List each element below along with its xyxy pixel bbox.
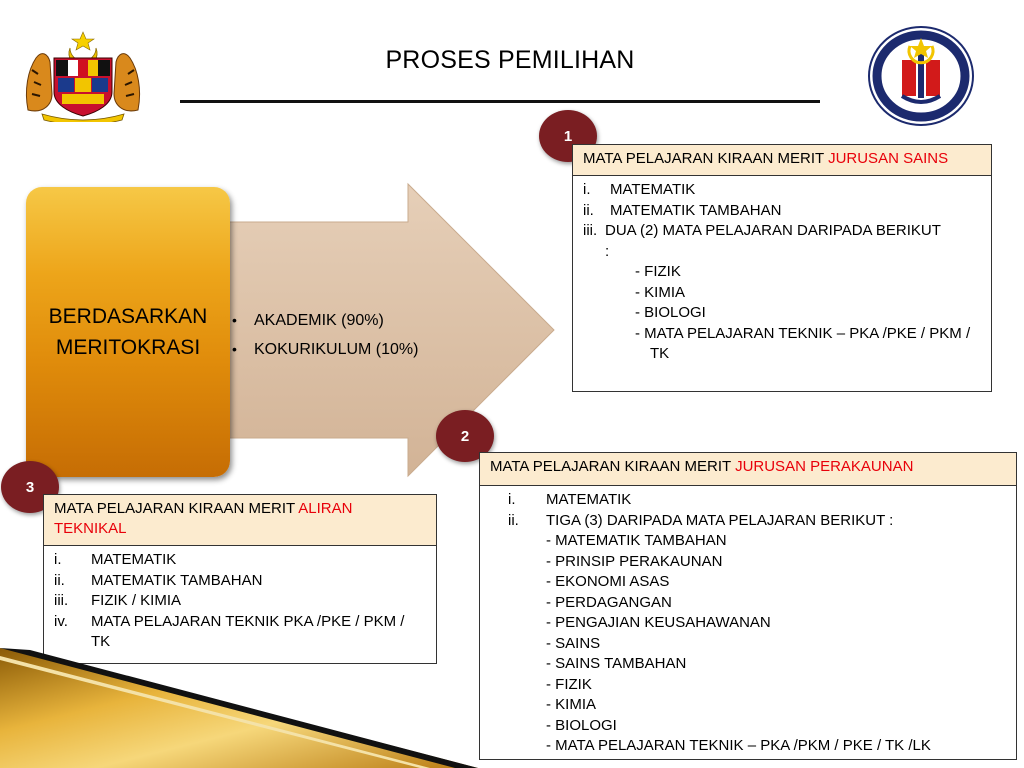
merit-line-1: BERDASARKAN bbox=[48, 305, 208, 328]
sub-list bbox=[508, 531, 1006, 757]
panel-body bbox=[573, 176, 991, 369]
panel-jurusan-perakaunan bbox=[479, 452, 1017, 760]
sub-item: - SAINS bbox=[546, 634, 601, 652]
list-item: ii. MATEMATIK TAMBAHAN bbox=[583, 201, 782, 219]
sub-item: - PERDAGANGAN bbox=[546, 593, 672, 611]
panel-header-highlight: ALIRAN TEKNIKAL bbox=[54, 500, 353, 537]
sub-item: - MATA PELAJARAN TEKNIK – PKA /PKM / PKE / TK /LK bbox=[546, 737, 931, 754]
sub-item: - FIZIK bbox=[635, 263, 681, 280]
list-item: iii. DUA (2) MATA PELAJARAN DARIPADA BERIKUT : bbox=[583, 222, 941, 260]
sub-item: - BIOLOGI bbox=[635, 304, 706, 321]
sub-list bbox=[583, 262, 981, 365]
panel-header bbox=[573, 145, 991, 176]
step-badge-1: 1 bbox=[539, 110, 597, 162]
decorative-corner-stripes bbox=[0, 640, 480, 768]
list-item: i. MATEMATIK bbox=[54, 551, 177, 568]
sub-item: - SAINS TAMBAHAN bbox=[546, 655, 687, 672]
sub-item: - PENGAJIAN KEUSAHAWANAN bbox=[546, 614, 771, 631]
list-item: i. MATEMATIK bbox=[583, 181, 696, 198]
list-item: ii. MATEMATIK TAMBAHAN bbox=[54, 571, 263, 589]
sub-item: - KIMIA bbox=[635, 283, 686, 301]
panel-header bbox=[44, 495, 436, 546]
list-item: ii. TIGA (3) DARIPADA MATA PELAJARAN BERIKUT : bbox=[508, 511, 894, 529]
sub-item: - MATEMATIK TAMBAHAN bbox=[546, 532, 727, 549]
panel-header-prefix: MATA PELAJARAN KIRAAN MERIT bbox=[54, 500, 299, 517]
criteria-item: • KOKURIKULUM (10%) bbox=[232, 335, 418, 364]
sub-item: - EKONOMI ASAS bbox=[546, 573, 670, 590]
page-title: PROSES PEMILIHAN bbox=[385, 46, 635, 74]
sub-item: - MATA PELAJARAN TEKNIK – PKA /PKE / PKM / TK bbox=[635, 324, 971, 362]
panel-header-highlight: JURUSAN SAINS bbox=[828, 150, 949, 167]
sub-item: - PRINSIP PERAKAUNAN bbox=[546, 552, 723, 570]
meritocracy-box bbox=[26, 187, 230, 477]
panel-header bbox=[480, 453, 1016, 486]
sub-item: - FIZIK bbox=[546, 675, 592, 693]
list-item: i. MATEMATIK bbox=[508, 491, 632, 508]
title-underline bbox=[180, 100, 820, 103]
sub-item: - BIOLOGI bbox=[546, 716, 617, 734]
panel-header-prefix: MATA PELAJARAN KIRAAN MERIT bbox=[490, 458, 736, 475]
step-badge-3: 3 bbox=[1, 461, 59, 513]
step-badge-2: 2 bbox=[436, 410, 494, 462]
sub-item: - KIMIA bbox=[546, 696, 597, 713]
panel-jurusan-sains bbox=[572, 144, 992, 392]
coat-of-arms-logo bbox=[22, 30, 144, 127]
panel-header-prefix: MATA PELAJARAN KIRAAN MERIT bbox=[583, 150, 829, 167]
ministry-seal-logo bbox=[866, 24, 976, 133]
panel-aliran-teknikal bbox=[43, 494, 437, 664]
list-item: iv. MATA PELAJARAN TEKNIK PKA /PKE / PKM / TK bbox=[54, 612, 405, 650]
panel-header-highlight: JURUSAN PERAKAUNAN bbox=[735, 458, 914, 475]
panel-body bbox=[480, 486, 1016, 761]
criteria-list bbox=[232, 306, 418, 364]
list-item: iii. FIZIK / KIMIA bbox=[54, 592, 182, 609]
merit-line-2: MERITOKRASI bbox=[55, 336, 201, 359]
criteria-item: • AKADEMIK (90%) bbox=[232, 306, 418, 335]
